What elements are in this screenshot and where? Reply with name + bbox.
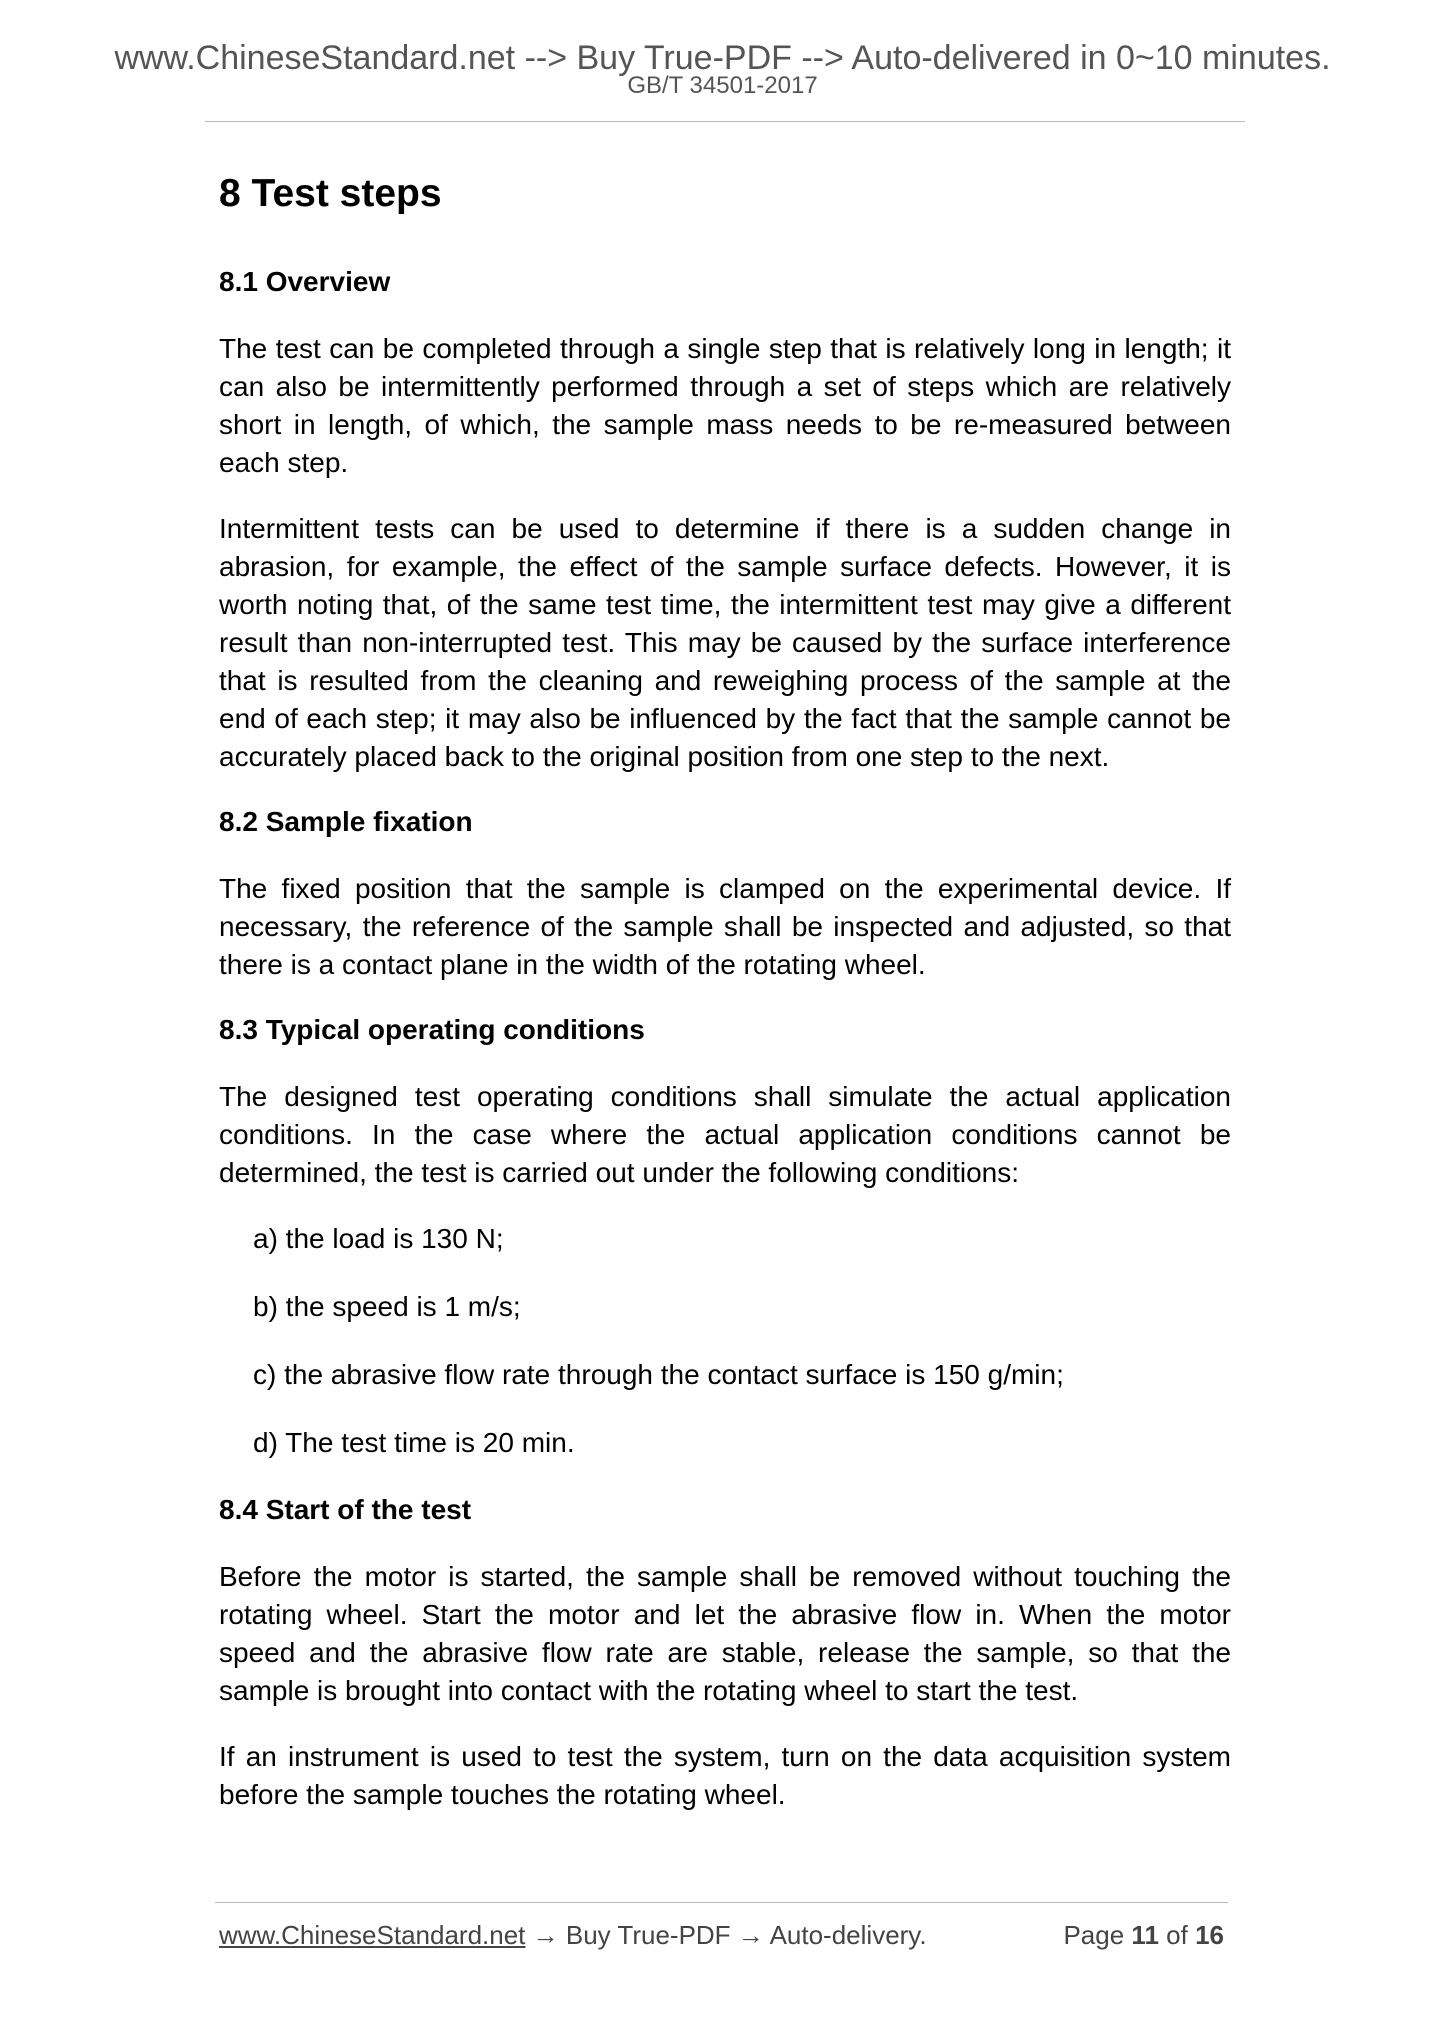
paragraph: Intermittent tests can be used to determine if there is a sudden change in abrasion, for example, the effect of the sample surface defects. However, it is worth noting that, of the same test time, the intermittent test may give a different result than non-interrupted test. This may be caused by the surface interference that is resulted from the cleaning and reweighing process of the sample at the end of each step; it may also be influenced by the fact that the sample cannot be accurately placed back to the original position from one step to the next. xyxy=(219,513,1231,772)
list-item: a) the load is 130 N; xyxy=(253,1223,504,1254)
paragraph: If an instrument is used to test the system, turn on the data acquisition system before the sample touches the rotating wheel. xyxy=(219,1741,1231,1810)
header-banner: www.ChineseStandard.net --> Buy True-PDF --> Auto-delivered in 0~10 minutes. xyxy=(114,39,1331,77)
page-label: Page xyxy=(1063,1920,1125,1950)
subsection-heading-8-2: 8.2 Sample fixation xyxy=(219,806,473,837)
subsection-heading-8-3: 8.3 Typical operating conditions xyxy=(219,1014,645,1045)
of-label: of xyxy=(1166,1920,1188,1950)
header-divider xyxy=(205,121,1245,122)
subsection-heading-8-4: 8.4 Start of the test xyxy=(219,1494,472,1525)
subsection-heading-8-1: 8.1 Overview xyxy=(219,266,391,297)
section-title: 8 Test steps xyxy=(219,172,442,215)
list-item: d) The test time is 20 min. xyxy=(253,1427,575,1458)
footer-divider xyxy=(215,1902,1228,1903)
paragraph: The fixed position that the sample is clamped on the experimental device. If necessary, the reference of the sample shall be inspected and adjusted, so that there is a contact plane in the width of the rotating wheel. xyxy=(219,873,1231,980)
paragraph: The test can be completed through a single step that is relatively long in length; it can also be intermittently performed through a set of steps which are relatively short in length, of which, the sample mass needs to be re-measured between each step. xyxy=(219,333,1231,478)
footer-links xyxy=(219,1918,927,1952)
page-number xyxy=(1063,1918,1224,1952)
page-content xyxy=(219,168,1231,1842)
page-total: 16 xyxy=(1195,1920,1224,1950)
paragraph: The designed test operating conditions shall simulate the actual application conditions. In the case where the actual application conditions cannot be determined, the test is carried out under the following conditions: xyxy=(219,1081,1231,1188)
list-item: b) the speed is 1 m/s; xyxy=(253,1291,521,1322)
document-id: GB/T 34501-2017 xyxy=(627,72,818,99)
footer-tagline: → Buy True-PDF → Auto-delivery. xyxy=(525,1920,927,1950)
page-current: 11 xyxy=(1131,1920,1159,1950)
paragraph: Before the motor is started, the sample shall be removed without touching the rotating wheel. Start the motor and let the abrasive flow in. When the motor speed and the abrasive flow rate are stable, release the sample, so that the sample is brought into contact with the rotating wheel to start the test. xyxy=(219,1561,1231,1706)
footer-site-link[interactable]: www.ChineseStandard.net xyxy=(219,1920,526,1950)
list-item: c) the abrasive flow rate through the contact surface is 150 g/min; xyxy=(253,1359,1064,1390)
